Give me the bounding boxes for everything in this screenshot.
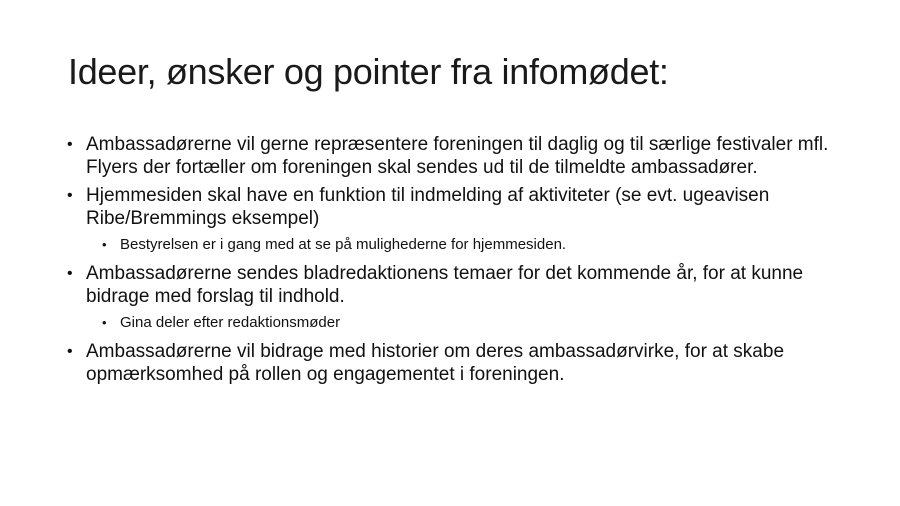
bullet-item bbox=[66, 340, 846, 386]
bullet-text: Ambassadørerne vil gerne repræsentere foreningen til daglig og til særlige festivaler mfl. Flyers der fortæller om foreningen skal sendes ud til de tilmeldte ambassadører. bbox=[86, 134, 829, 178]
sub-bullet-item bbox=[66, 235, 846, 255]
slide-title: Ideer, ønsker og pointer fra infomødet: bbox=[68, 51, 669, 92]
bullet-dot-icon: • bbox=[67, 136, 73, 153]
sub-bullet-dot-icon: • bbox=[102, 237, 107, 252]
sub-bullet-item bbox=[66, 313, 846, 333]
bullet-item bbox=[66, 133, 846, 179]
bullet-list bbox=[66, 133, 846, 391]
sub-bullet-dot-icon: • bbox=[102, 315, 107, 330]
bullet-text: Ambassadørerne vil bidrage med historier om deres ambassadørvirke, for at skabe opmærksomhed på rollen og engagementet i foreningen. bbox=[86, 341, 785, 385]
sub-bullet-text: Gina deler efter redaktionsmøder bbox=[120, 314, 341, 331]
bullet-item bbox=[66, 262, 846, 308]
sub-bullet-text: Bestyrelsen er i gang med at se på mulighederne for hjemmesiden. bbox=[120, 236, 567, 253]
bullet-item bbox=[66, 184, 846, 230]
bullet-dot-icon: • bbox=[67, 187, 73, 204]
bullet-text: Ambassadørerne sendes bladredaktionens temaer for det kommende år, for at kunne bidrage med forslag til indhold. bbox=[86, 263, 804, 307]
bullet-dot-icon: • bbox=[67, 265, 73, 282]
bullet-dot-icon: • bbox=[67, 343, 73, 360]
bullet-text: Hjemmesiden skal have en funktion til indmelding af aktiviteter (se evt. ugeavisen Ribe/Bremmings eksempel) bbox=[86, 185, 770, 229]
